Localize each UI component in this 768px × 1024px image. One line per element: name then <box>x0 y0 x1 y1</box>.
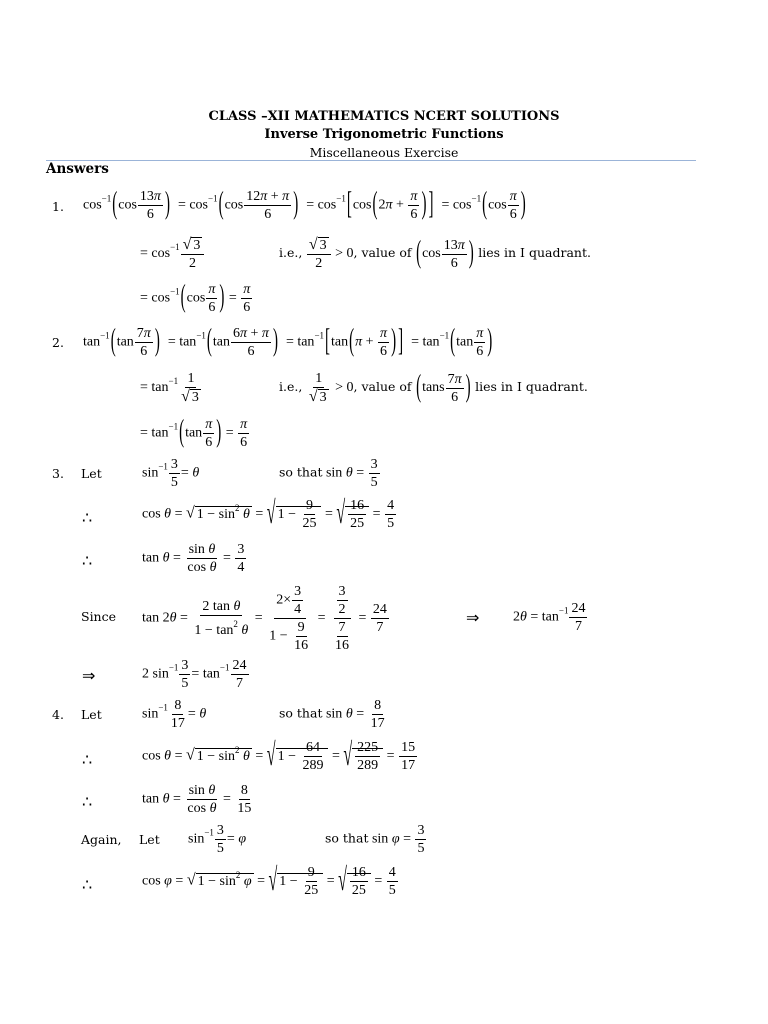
q1-line-2-note: i.e., $\frac{√ 3}{2}$ > 0, value of (cos $\frac{13\pi}{6}$ ) lies in I quadrant. <box>279 236 591 271</box>
q2-line-1: $\tan^{-1}(\tan$ $\frac{7\pi}{6}$ ) = $\tan^{-1}(\tan$ $\frac{6\pi + \pi}{6}$ ) = $\tan^{-1}[\tan(\pi$ + $\frac{\pi}{6}$ ) ] = $\tan^{-1}(\tan$ $\frac{\pi}{6}$ ) <box>83 324 493 359</box>
question-number-2: 2. <box>52 335 64 350</box>
q1-line-2: = $\cos^{-1}$ $\frac{√ 3}{2}$ <box>140 236 205 272</box>
q3-implies-2: ⇒ <box>82 668 96 685</box>
q2-line-2-note: i.e., $\frac{1}{√ 3}$ > 0, value of (tans $\frac{7\pi}{6}$ ) lies in I quadrant. <box>279 370 588 405</box>
question-number-1: 1. <box>52 199 64 214</box>
answers-heading: Answers <box>46 161 109 177</box>
chapter-subtitle: Inverse Trigonometric Functions <box>264 127 504 142</box>
q4-therefore-1: ∴ <box>82 752 93 769</box>
q4-so-that: so that sin θ = $\frac{8}{17}$ <box>279 698 385 731</box>
page-title: CLASS –XII MATHEMATICS NCERT SOLUTIONS <box>208 109 560 124</box>
q4-again-label: Again, <box>81 832 122 847</box>
q2-line-2: = $\tan^{-1}$ $\frac{1}{√ 3}$ <box>140 371 199 405</box>
section-title: Miscellaneous Exercise <box>309 145 459 160</box>
q3-cos-line: cos θ = √ $1 - \sin^2 \theta$ = √ 1 − $\frac{9}{25}$ = √ $\frac{16}{25}$ = $\frac{4}{5}$ <box>142 496 395 531</box>
q1-line-3: = $\cos^{-1}(\cos$ $\frac{\pi}{6}$ ) = $\frac{\pi}{6}$ <box>140 280 251 315</box>
q4-cos-line: cos θ = √ $1 - \sin^2 \theta$ = √ 1 − $\frac{64}{289}$ = √ $\frac{225}{289}$ = $\frac{15}{17}$ <box>142 738 416 773</box>
q3-so-that: so that sin θ = $\frac{3}{5}$ <box>279 457 378 490</box>
q3-therefore-1: ∴ <box>82 510 93 527</box>
q4-let-label-2: Let <box>139 832 160 847</box>
q3-tan-line: tan θ = $\frac{\text{sin θ}}{\text{cos θ}}$ = $\frac{3}{4}$ <box>142 542 245 575</box>
q1-line-1: $\cos^{-1}(\cos$ $\frac{13\pi}{6}$ ) = $\cos^{-1}(\cos$ $\frac{12\pi + \pi}{6}$ ) = $\cos^{-1}[\cos(2\pi$ + $\frac{\pi}{6}$ ) ] = $\cos^{-1}(\cos$ $\frac{\pi}{6}$ ) <box>83 187 526 222</box>
q4-let-label: Let <box>81 707 102 722</box>
q3-let-label: Let <box>81 466 102 481</box>
q3-tan2theta-line: tan 2θ = $\frac{\text{2 tan θ}}{1 - \tan^2 \theta}$ = 2× $\frac{3}{4}$ 1 − $\frac{9}{16}$ = $\frac{\frac{3}{2}}{\frac{7}{16}}$ = $\frac{24}{7}$ <box>142 584 387 653</box>
header-divider <box>46 160 696 161</box>
q4-let-expr: $\sin^{-1}$ $\frac{8}{17}$ = θ <box>142 698 207 731</box>
q3-implies-1: ⇒ <box>466 610 480 627</box>
q3-let-expr: $\sin^{-1}$ $\frac{3}{5}$ = θ <box>142 457 200 490</box>
q4-cos-phi-line: cos φ = √ $1 - \sin^2 \varphi$ = √ 1 − $\frac{9}{25}$ = √ $\frac{16}{25}$ = $\frac{4}{5}$ <box>142 863 396 898</box>
question-number-3: 3. <box>52 466 64 481</box>
q4-so-that-phi: so that sin φ = $\frac{3}{5}$ <box>325 823 425 856</box>
q4-let-phi-expr: $\sin^{-1}$ $\frac{3}{5}$ = φ <box>188 823 247 856</box>
q4-therefore-2: ∴ <box>82 794 93 811</box>
q2-line-3: = $\tan^{-1}(\tan$ $\frac{\pi}{6}$ ) = $\frac{\pi}{6}$ <box>140 415 248 450</box>
q3-result-line: 2 $\sin^{-1}$ $\frac{3}{5}$ = $\tan^{-1}$ $\frac{24}{7}$ <box>142 658 247 691</box>
q4-tan-line: tan θ = $\frac{\text{sin θ}}{\text{cos θ}}$ = $\frac{8}{15}$ <box>142 783 252 816</box>
q3-since-label: Since <box>81 609 117 624</box>
q3-2theta-line: $2\theta = \tan^{-1}$ $\frac{24}{7}$ <box>513 601 586 634</box>
q3-therefore-2: ∴ <box>82 553 93 570</box>
question-number-4: 4. <box>52 707 64 722</box>
q4-therefore-3: ∴ <box>82 877 93 894</box>
